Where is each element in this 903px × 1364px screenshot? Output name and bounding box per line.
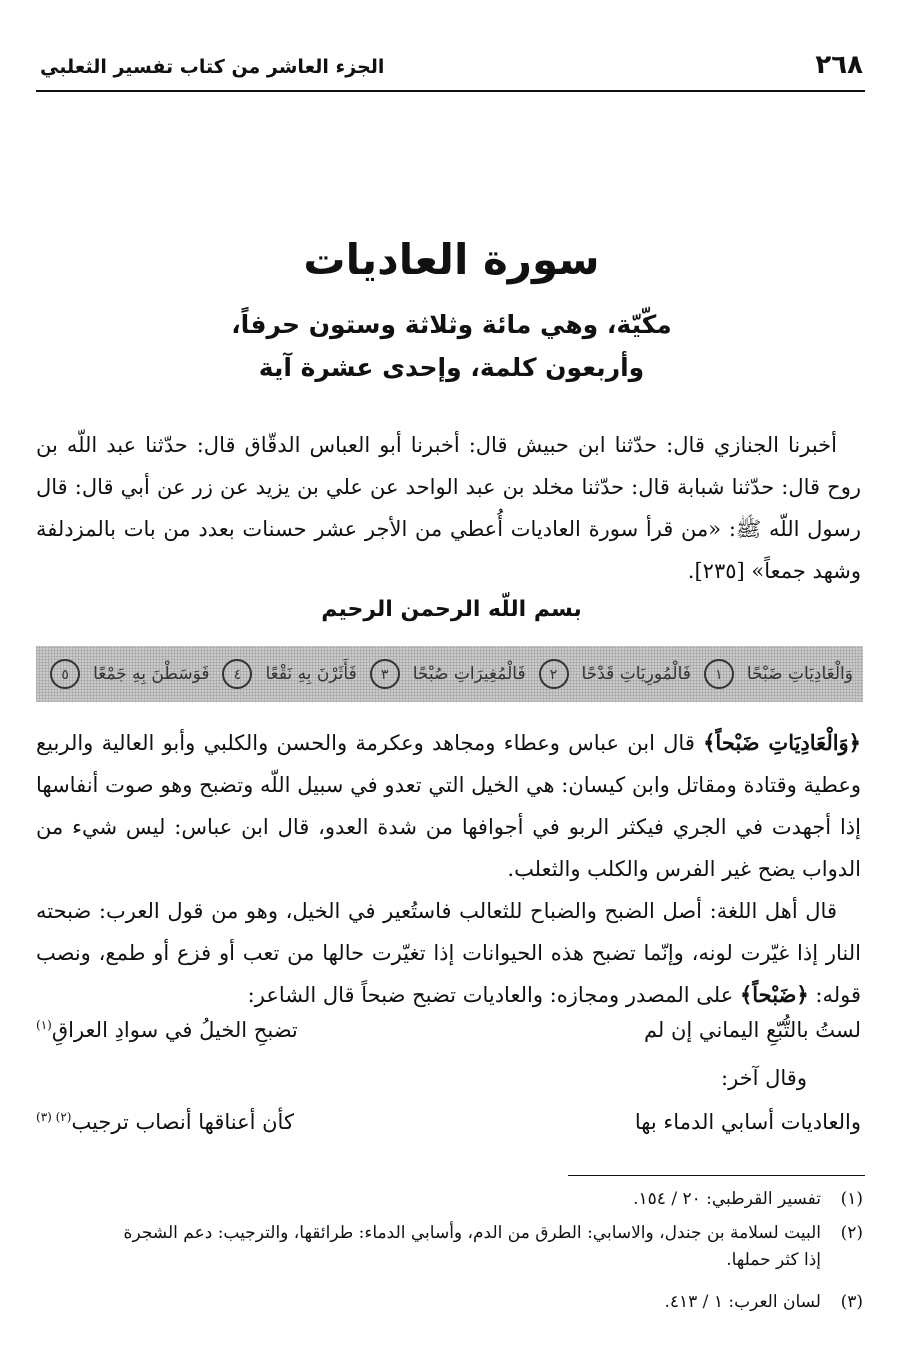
verse-2: فَالْمُورِيَاتِ قَدْحًا bbox=[581, 664, 691, 684]
verse-number-1: ١ bbox=[704, 659, 734, 689]
another-poet-intro: وقال آخر: bbox=[721, 1066, 807, 1090]
footnote bbox=[36, 1220, 863, 1274]
footnote bbox=[36, 1289, 863, 1316]
running-title: الجزء العاشر من كتاب تفسير الثعلبي bbox=[40, 56, 385, 78]
surah-subtitle-2: وأربعون كلمة، وإحدى عشرة آية bbox=[258, 353, 645, 382]
surah-subtitle-1: مكّيّة، وهي مائة وثلاثة وستون حرفاً، bbox=[231, 310, 672, 339]
poem-hemistich bbox=[36, 1110, 294, 1134]
verse-1: وَالْعَادِيَاتِ ضَبْحًا bbox=[746, 664, 853, 684]
quran-quote: ﴿ضَبْحاً﴾ bbox=[739, 982, 809, 1007]
verse-number-5: ٥ bbox=[50, 659, 80, 689]
verse-5: فَوَسَطْنَ بِهِ جَمْعًا bbox=[93, 664, 210, 684]
poem-hemistich: والعاديات أسابي الدماء بها bbox=[634, 1110, 861, 1134]
footnote bbox=[36, 1186, 863, 1213]
quran-quote: ﴿وَالْعَادِيَاتِ ضَبْحاً﴾ bbox=[703, 730, 861, 755]
footnote-number: (٢) bbox=[840, 1223, 863, 1243]
isnad-paragraph: أخبرنا الجنازي قال: حدّثنا ابن حبيش قال: أخبرنا أبو العباس الدقّاق قال: حدّثنا عبد اللّه بن روح قال: حدّثنا شبابة قال: حدّثنا مخلد بن عبد الواحد عن علي بن يزيد عن زر عن أبي قال: قال رسول اللّه ﷺ: «من قرأ سورة العاديات أُعطي من الأجر عشر حسنات بعدد من بات بالمزدلفة وشهد جمعاً» [٢٣٥]. bbox=[36, 433, 861, 583]
page-number: ٢٦٨ bbox=[815, 50, 863, 80]
footnote-text: تفسير القرطبي: ٢٠ / ١٥٤. bbox=[633, 1189, 821, 1209]
tafsir-text: على المصدر ومجازه: والعاديات تضبح ضبحاً قال الشاعر: bbox=[247, 983, 740, 1007]
page-header bbox=[0, 50, 903, 94]
footnote-number: (١) bbox=[840, 1189, 863, 1209]
verse-4: فَأَثَرْنَ بِهِ نَقْعًا bbox=[265, 664, 357, 684]
surah-title: سورة العاديات bbox=[303, 235, 600, 284]
basmala: بسم اللّه الرحمن الرحيم bbox=[321, 597, 582, 622]
verse-number-4: ٤ bbox=[222, 659, 252, 689]
footnote-marker: (٢) (٣) bbox=[36, 1110, 72, 1124]
poem-verse-1 bbox=[36, 1018, 861, 1058]
footnote-number: (٣) bbox=[840, 1292, 863, 1312]
footnote-continuation: إذا كثر حملها. bbox=[726, 1250, 821, 1270]
footnote-text: لسان العرب: ١ / ٤١٣. bbox=[664, 1292, 821, 1312]
verse-number-3: ٣ bbox=[370, 659, 400, 689]
footnote-marker: (١) bbox=[36, 1018, 52, 1032]
tafsir-text: قال أهل اللغة: أصل الضبح والضباح للثعالب فاستُعير في الخيل، وهو من قول العرب: ضبحته النار إذا غيّرت لونه، وإنّما تضبح هذه الحيوانات إذا تغيّرت حالها من تعب أو فزع أو طمع، ونصب قوله: bbox=[36, 899, 861, 1007]
tafsir-text: قال ابن عباس وعطاء ومجاهد وعكرمة والحسن والكلبي وأبو العالية والربيع وعطية وقتادة ومقاتل وابن كيسان: هي الخيل التي تعدو في سبيل اللّه وتضبح وهو صوت أنفاسها إذا أجهدت في الجري فيكثر الربو في أجوافها من شدة العدو، قال ابن عباس: ليس شيء من الدواب يضح غير الفرس والكلب والثعلب. bbox=[36, 731, 861, 881]
verse-band bbox=[36, 646, 863, 702]
footnote-rule bbox=[568, 1175, 865, 1176]
verse-number-2: ٢ bbox=[539, 659, 569, 689]
footnote-text: البيت لسلامة بن جندل، والاسابي: الطرق من الدم، وأسابي الدماء: طرائقها، والترجيب: دعم الشجرة bbox=[123, 1223, 821, 1243]
poem-verse-2 bbox=[36, 1110, 861, 1150]
header-rule bbox=[36, 90, 865, 92]
verse-3: فَالْمُغِيرَاتِ صُبْحًا bbox=[412, 664, 526, 684]
poem-hemistich bbox=[36, 1018, 298, 1042]
tafsir-paragraph-1 bbox=[36, 722, 861, 890]
poem-hemistich-text: كأن أعناقها أنصاب ترجيب bbox=[71, 1110, 294, 1134]
tafsir-paragraph-2 bbox=[36, 890, 861, 1016]
poem-hemistich-text: تضبحِ الخيلُ في سوادِ العراقِ bbox=[51, 1018, 298, 1042]
poem-hemistich: لستُ بالتُّبّعِ اليماني إن لم bbox=[643, 1018, 861, 1042]
